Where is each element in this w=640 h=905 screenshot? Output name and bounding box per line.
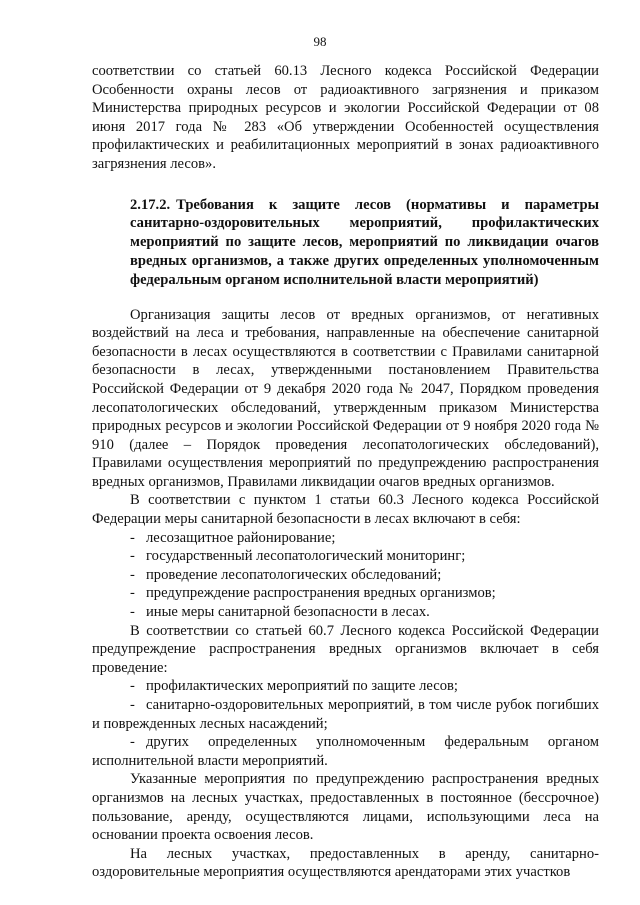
list-marker: -	[130, 678, 135, 695]
section-title: Требования к защите лесов (нормативы и параметры санитарно-оздоровительных мероприятий, профилактических мероприятий по защите лесов, мероприятий по ликвидации очагов вредных организмов, а также других определенных уполномоченным федеральным органом исполнительной власти мероприятий)	[130, 196, 599, 288]
paragraph-prevention-intro: В соответствии со статьей 60.7 Лесного кодекса Российской Федерации предупреждение распространения вредных организмов включает в себя проведение:	[92, 622, 599, 676]
list-item: - профилактических мероприятий по защите лесов;	[130, 678, 458, 695]
list-marker: -	[130, 585, 135, 602]
paragraph-organization: Организация защиты лесов от вредных организмов, от негативных воздействий на леса и требования, направленные на обеспечение санитарной безопасности в лесах осуществляются в соответствии с Правилами санитарной безопасности в лесах, утвержденными постановлением Правительства Российской Федерации от 9 декабря 2020 года № 2047, Порядком проведения лесопатологических обследований, утвержденным приказом Министерства природных ресурсов и экологии Российской Федерации от 9 ноября 2020 года № 910 (далее – Порядок проведения лесопатологических обследований), Правилами осуществления мероприятий по предупреждению распространения вредных организмов, Правилами ликвидации очагов вредных организмов.	[92, 306, 599, 490]
list-marker: -	[130, 566, 135, 583]
list-marker: -	[130, 548, 135, 565]
measures-list	[92, 529, 599, 622]
list-item: - проведение лесопатологических обследований;	[130, 566, 442, 583]
paragraph-measures-performers: Указанные мероприятия по предупреждению распространения вредных организмов на лесных участках, предоставленных в постоянное (бессрочное) пользование, аренду, осуществляются лицами, использующими леса на основании проекта освоения лесов.	[92, 771, 599, 844]
section-number: 2.17.2.	[130, 196, 171, 213]
list-item: - санитарно-оздоровительных мероприятий, в том числе рубок погибших и поврежденных лесных насаждений;	[92, 697, 599, 732]
list-item: - государственный лесопатологический мониторинг;	[130, 548, 466, 565]
list-item: - предупреждение распространения вредных организмов;	[130, 585, 496, 602]
list-marker: -	[130, 529, 135, 546]
prevention-list	[92, 677, 599, 770]
list-item: - иные меры санитарной безопасности в лесах.	[130, 604, 430, 621]
page-number: 98	[313, 34, 327, 49]
paragraph-intro: соответствии со статьей 60.13 Лесного кодекса Российской Федерации Особенности охраны лесов от радиоактивного загрязнения и приказом Министерства природных ресурсов и экологии Российской Федерации от 08 июня 2017 года № 283 «Об утверждении Особенностей осуществления профилактических и реабилитационных мероприятий в зонах радиоактивного загрязнения лесов».	[92, 63, 599, 172]
page-content	[92, 62, 599, 882]
paragraph-measures-intro: В соответствии с пунктом 1 статьи 60.3 Лесного кодекса Российской Федерации меры санитарной безопасности в лесах включают в себя:	[92, 492, 599, 528]
section-heading	[92, 196, 599, 290]
list-marker: -	[130, 604, 135, 621]
list-item: - лесозащитное районирование;	[130, 529, 336, 546]
paragraph-lease: На лесных участках, предоставленных в аренду, санитарно-оздоровительные мероприятия осуществляются арендаторами этих участков	[92, 845, 599, 881]
list-item: - других определенных уполномоченным федеральным органом исполнительной власти мероприятий.	[92, 734, 599, 769]
list-marker: -	[130, 697, 135, 714]
list-marker: -	[130, 734, 135, 751]
